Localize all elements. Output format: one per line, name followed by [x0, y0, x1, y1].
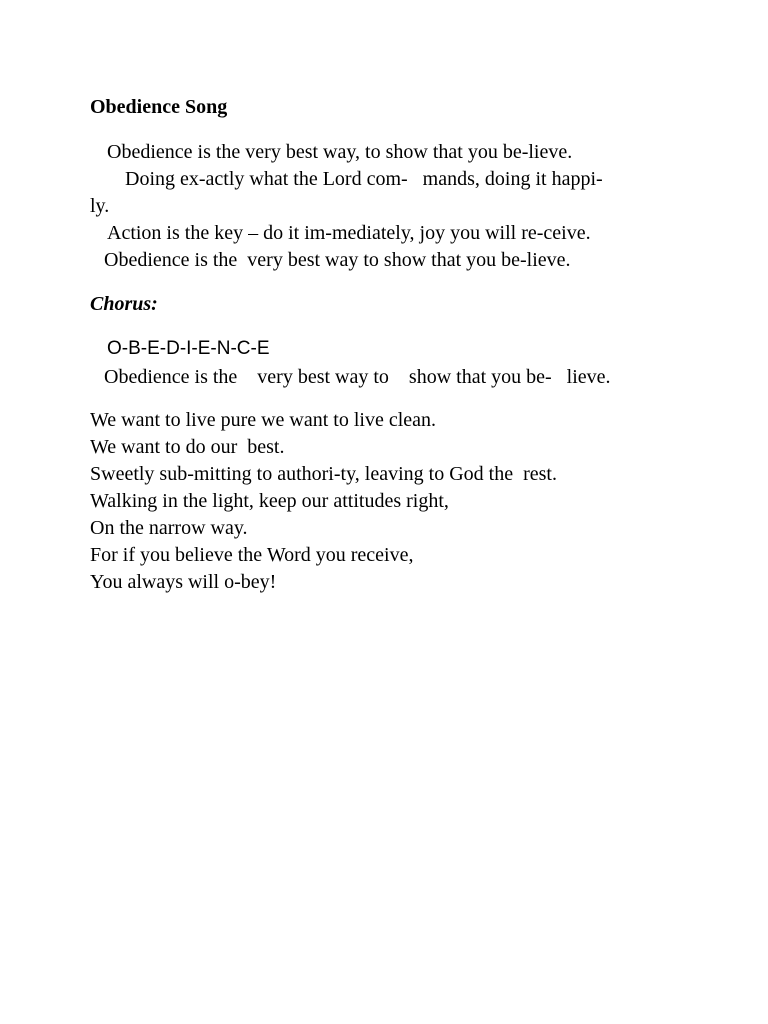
verse1-line-1: Obedience is the very best way, to show that you be-lieve.: [107, 141, 573, 163]
verse1-line-3: ly.: [90, 195, 110, 217]
verse2-line-6: For if you believe the Word you receive,: [90, 544, 414, 566]
verse1-line-4: Action is the key – do it im-mediately, joy you will re-ceive.: [107, 222, 591, 244]
verse2-line-5: On the narrow way.: [90, 517, 248, 539]
verse2-line-2: We want to do our best.: [90, 436, 285, 458]
chorus-line-1: O-B-E-D-I-E-N-C-E: [107, 338, 270, 359]
verse2-line-4: Walking in the light, keep our attitudes right,: [90, 490, 449, 512]
verse2-line-3: Sweetly sub-mitting to authori-ty, leaving to God the rest.: [90, 463, 557, 485]
verse1-line-5: Obedience is the very best way to show that you be-lieve.: [104, 249, 571, 271]
song-title: Obedience Song: [90, 96, 228, 118]
verse1-line-2: Doing ex-actly what the Lord com- mands, doing it happi-: [125, 168, 603, 190]
chorus-label: Chorus:: [90, 293, 158, 315]
chorus-line-2: Obedience is the very best way to show that you be- lieve.: [104, 366, 611, 388]
verse2-line-7: You always will o-bey!: [90, 571, 277, 593]
verse2-line-1: We want to live pure we want to live clean.: [90, 409, 437, 431]
